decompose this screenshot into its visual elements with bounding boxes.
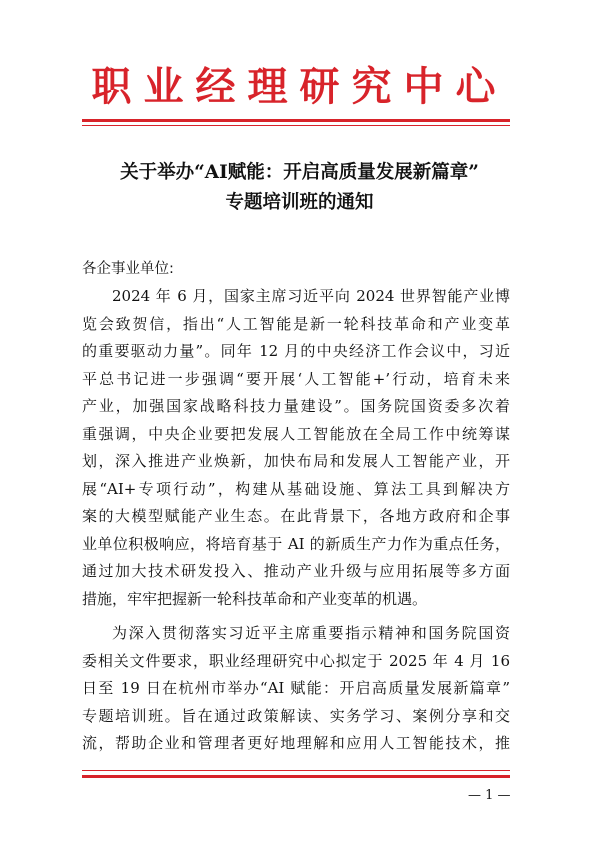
footer-rule-thick [82,775,510,778]
paragraph-line: 为深入贯彻落实习近平主席重要指示精神和国务院国资 [112,624,510,642]
salutation: 各企事业单位: [82,261,174,277]
paragraph-line: 专题培训班。旨在通过政策解读、实务学习、案例分享和交 [82,706,510,725]
paragraph-2 [82,620,510,758]
paragraph-line: 流，帮助企业和管理者更好地理解和应用人工智能技术，推 [82,734,510,752]
paragraph-line: 的重要驱动力量”。同年 12 月的中央经济工作会议中，习近 [82,342,510,360]
page-number: — 1 — [468,788,511,803]
paragraph-line: 通过加大技术研发投入、推动产业升级与应用拓展等多方面 [82,562,510,580]
paragraph-line: 产业，加强国家战略科技力量建设”。国务院国资委多次着 [82,397,510,415]
paragraph-line: 重强调，中央企业要把发展人工智能放在全局工作中统筹谋 [82,424,510,443]
notice-title-line2: 专题培训班的通知 [225,192,374,213]
paragraph-line: 划，深入推进产业焕新，加快布局和发展人工智能产业，开 [82,452,510,470]
masthead-rule-thick [82,119,510,122]
paragraph-line: 展“AI+专项行动”，构建从基础设施、算法工具到解决方 [82,479,510,498]
paragraph-line: 2024 年 6 月，国家主席习近平向 2024 世界智能产业博 [112,287,510,305]
paragraph-line: 委相关文件要求，职业经理研究中心拟定于 2025 年 4 月 16 [82,651,510,670]
paragraph-line: 览会致贺信，指出“人工智能是新一轮科技革命和产业变革 [82,314,510,333]
masthead-rule-thin [82,125,510,126]
notice-title-line1: 关于举办“AI赋能：开启高质量发展新篇章” [120,162,479,183]
paragraph-line: 措施，牢牢把握新一轮科技革命和产业变革的机遇。 [82,589,428,608]
paragraph-line: 日至 19 日在杭州市举办“AI 赋能：开启高质量发展新篇章” [82,679,510,697]
paragraph-line: 业单位积极响应，将培育基于 AI 的新质生产力作为重点任务， [82,534,510,553]
paragraph-1 [82,283,510,613]
masthead: 职业经理研究中心 [91,63,508,110]
footer-rule-thin [82,770,510,771]
paragraph-line: 平总书记进一步强调“要开展‘人工智能+’行动，培育未来 [82,369,510,388]
paragraph-line: 案的大模型赋能产业生态。在此背景下，各地方政府和企事 [82,507,510,525]
